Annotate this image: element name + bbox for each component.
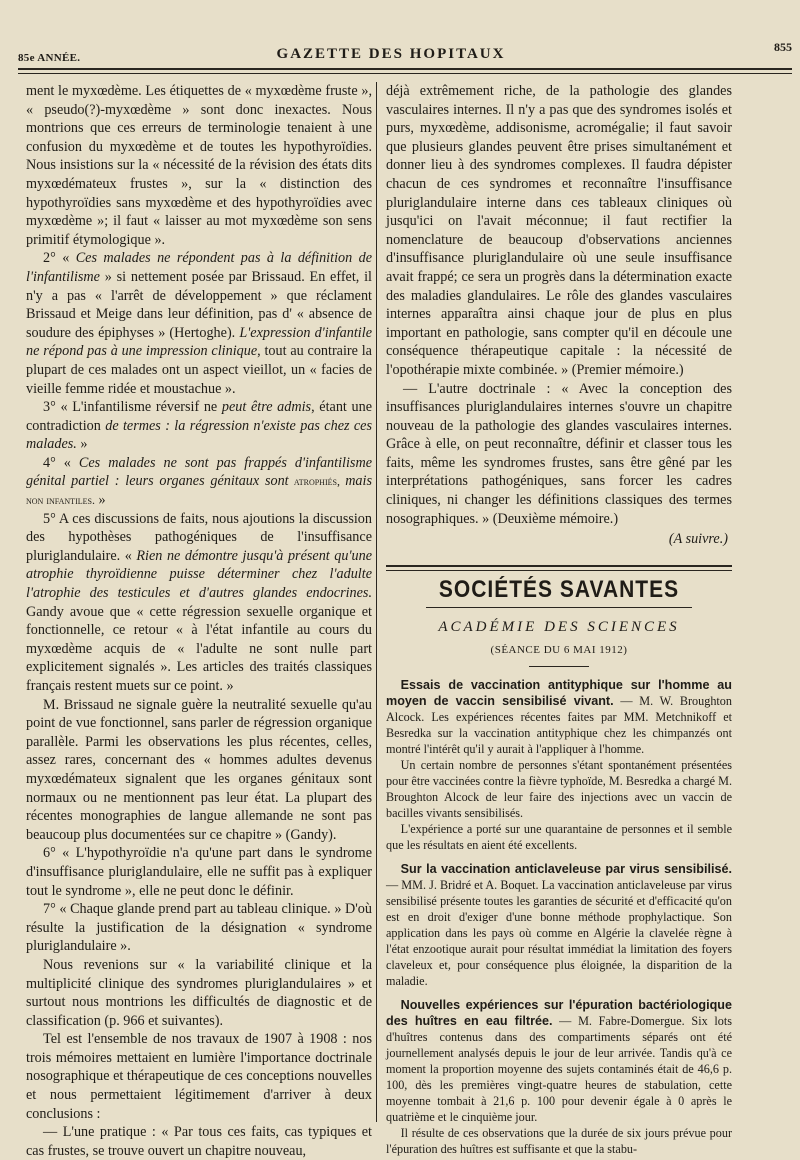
paragraph: — L'une pratique : « Par tous ces faits, cas typiques et cas frustes, se trouve ouvert un chapitre nouveau,: [26, 1124, 372, 1159]
paragraph: Tel est l'ensemble de nos travaux de 1907 à 1908 : nos trois mémoires mettaient en lumière l'importance doctrinale nosographique et thérapeutique de ces conceptions nouvelles et nous permettaient légitimement d'arriver à deux conclusions :: [26, 1031, 372, 1122]
issue-year: 85e ANNÉE.: [18, 52, 81, 64]
abstract-anticlaveleuse: Sur la vaccination anticlaveleuse par virus sensibilisé. — MM. J. Bridré et A. Boquet. La vaccination anticlaveleuse par virus sensibilisé présente toutes les garanties de sécurité et d'efficacité qu'on est en droit d'exiger d'une bonne méthode prophylactique. Son application dans les pays où comme en Algérie la clavelée règne à l'état enzootique aurait pour résultat immédiat la limitation des foyers claveleux et, pour conséquence plus éloignée, la disparition de la maladie.: [386, 861, 732, 988]
abstract-title: Sur la vaccination anticlaveleuse par virus sensibilisé.: [400, 861, 732, 876]
paragraph: ment le myxœdème. Les étiquettes de « myxœdème fruste », « pseudo(?)-myxœdème » sont donc inexactes. Nous montrions que ces erreurs de terminologie tenaient à une confusion du myxœdème et de toutes les hypothyroïdies. Nous insistions sur la « nécessité de la révision des états dits myxœdémateux frustes », sur la « distinction des hypothyroïdies sans myxœdème et des hypothyroïdies avec myxœdème »; il faut « laisser au mot myxœdème son sens primitif étymologique ».: [26, 83, 372, 248]
paragraph: 2° « Ces malades ne répondent pas à la définition de l'infantilisme » si nettement posée par Brissaud. En effet, il n'y a pas « l'arrêt de développement » que réclament Brissaud et Meige dans leur définition, pas d' « absence de soudure des épiphyses » (Hertoghe). L'expression d'infantile ne répond pas à une impression clinique, tout au contraire la plupart de ces malades ont un aspect vieillot, un « facies de vieille femme ridée et moustachue ».: [26, 250, 372, 397]
journal-title: GAZETTE DES HOPITAUX: [276, 46, 506, 62]
paragraph: 3° « L'infantilisme réversif ne peut être admis, étant une contradiction de termes : la régression n'existe pas chez ces malades. »: [26, 399, 372, 453]
header-rule-thin: [18, 73, 792, 74]
paragraph: déjà extrêmement riche, de la pathologie des glandes vasculaires internes. Il n'y a pas que des syndromes isolés et purs, myxœdème, addisonisme, acromégalie; il faut savoir que plusieurs glandes peuvent être prises simultanément et donner lieu à des syndromes complexes. Il faudra dépister chacun de ces syndromes et reconnaître l'insuffisance pluriglandulaire interne dans ces tableaux cliniques où jusqu'ici on l'avait méconnue; il faut rectifier la nomenclature de beaucoup d'observations anciennes d'insuffisance pluriglandulaire où une seule insuffisance avait frappé; ce sera un progrès dans la détermination exacte des maladies glandulaires. Le rôle des glandes vasculaires internes apparaîtra ainsi chaque jour de plus en plus important en pathologie, sans compter qu'il en découle une conséquence thérapeutique capitale : la nécessité de l'opothérapie mixte combinée. » (Premier mémoire.): [386, 83, 732, 378]
paragraph: 4° « Ces malades ne sont pas frappés d'infantilisme génital partiel : leurs organes génitaux sont atrophiés, mais non infantiles. »: [26, 454, 372, 509]
paragraph: — L'autre doctrinale : « Avec la conception des insuffisances pluriglandulaires internes s'ouvre un chapitre nouveau de la pathologie des glandes vasculaires internes. Grâce à elle, on peut reconnaître, définir et classer tous les faits, même les syndromes frustes, sans être gêné par les interprétations pathogéniques, sans forcer les cadres cliniques, ni changer les définitions classiques des termes nosographiques. » (Deuxième mémoire.): [386, 380, 732, 527]
academy-heading: ACADÉMIE DES SCIENCES: [438, 619, 680, 636]
paragraph: 7° « Chaque glande prend part au tableau clinique. » D'où résulte la justification de la désignation « syndrome pluriglandulaire ».: [26, 901, 372, 955]
abstract-title: Essais de vaccination antityphique sur l'homme au moyen de vaccin sensibilisé vivant.: [386, 677, 732, 708]
paragraph: M. Brissaud ne signale guère la neutralité sexuelle qu'au point de vue fonctionnel, sans parler de régression organique parallèle. Parmi les observations les plus récentes, celles, assez rares, concernant des « hommes adultes devenus myxœdémateux signalent que les organes génitaux sont normaux ou ne mentionnent pas leur état. La plupart des récentes monographies de langue allemande ne sont pas beaucoup plus documentées sur ce chapitre » (Gandy).: [26, 696, 372, 843]
section-rule: [386, 570, 732, 571]
divider: [529, 666, 589, 667]
section-rule: [426, 607, 692, 608]
paragraph: 5° A ces discussions de faits, nous ajoutions la discussion des hypothèses pathogéniques de l'insuffisance pluriglandulaire. « Rien ne démontre jusqu'à présent qu'une atrophie thyroïdienne puisse déterminer chez l'adulte l'atrophie des testicules et d'autres glandes endocrines. Gandy avoue que « cette régression sexuelle organique et fonctionnelle, ce retour « à l'état infantile au cours du myxœdème acquis de « l'adulte ne sont nulle part explicitement signalés ». Les articles des traités classiques français restent muets sur ce point. »: [26, 510, 372, 694]
abstract-title: Nouvelles expériences sur l'épuration bactériologique des huîtres en eau filtrée.: [386, 997, 732, 1028]
page-number: 855: [774, 40, 792, 54]
header-rule-thick: [18, 68, 792, 70]
page-header: [18, 40, 792, 64]
section-rule: [386, 565, 732, 567]
to-be-continued: (A suivre.): [668, 531, 728, 548]
abstract-antityphique: Essais de vaccination antityphique sur l'homme au moyen de vaccin sensibilisé vivant. — M. W. Broughton Alcock. Les expériences récentes faites par MM. Metchnikoff et Besredka sur la vaccination antityphique chez les chimpanzés ont montré l'intérêt qu'il y aurait à l'appliquer à l'homme. Un certain nombre de personnes s'étant spontanément présentées pour être vaccinées contre la fièvre typhoïde, M. Besredka a chargé M. Broughton Alcock de leur faire des injections avec un vaccin de bacilles vivants sensibilisés. L'expérience a porté sur une quarantaine de personnes et il semble que les résultats en aient été excellents.: [386, 677, 732, 852]
column-divider: [376, 82, 377, 1122]
left-column: [26, 82, 372, 1160]
abstract-huitres: Nouvelles expériences sur l'épuration bactériologique des huîtres en eau filtrée. — M. Fabre-Domergue. Six lots d'huîtres contenus dans des compartiments séparés ont été journellement analysés depuis le jour de leur arrivée. Tandis qu'à ce moment la proportion moyenne des sujets contaminés était de 46,6 p. 100, dès les premières vingt-quatre heures de stabulation, cette moyenne tombait à 21,6 p. 100 pour devenir égale à 0 après le quatrième et le cinquième jour. Il résulte de ces observations que la durée de six jours prévue pour l'épuration des huîtres est suffisante et que la stabu-: [386, 997, 732, 1156]
paragraph: Nous revenions sur « la variabilité clinique et la multiplicité clinique des syndromes pluriglandulaires » et surtout nous montrions les difficultés de diagnostic et de classification (p. 966 et suivantes).: [26, 956, 372, 1029]
session-date: (SÉANCE DU 6 MAI 1912): [490, 644, 628, 657]
right-column: [386, 82, 732, 1157]
paragraph: 6° « L'hypothyroïdie n'a qu'une part dans le syndrome d'insuffisance pluriglandulaire, elle ne suffit pas à expliquer tout le syndrome », elle ne peut donc le définir.: [26, 845, 372, 899]
section-title: SOCIÉTÉS SAVANTES: [438, 575, 680, 603]
